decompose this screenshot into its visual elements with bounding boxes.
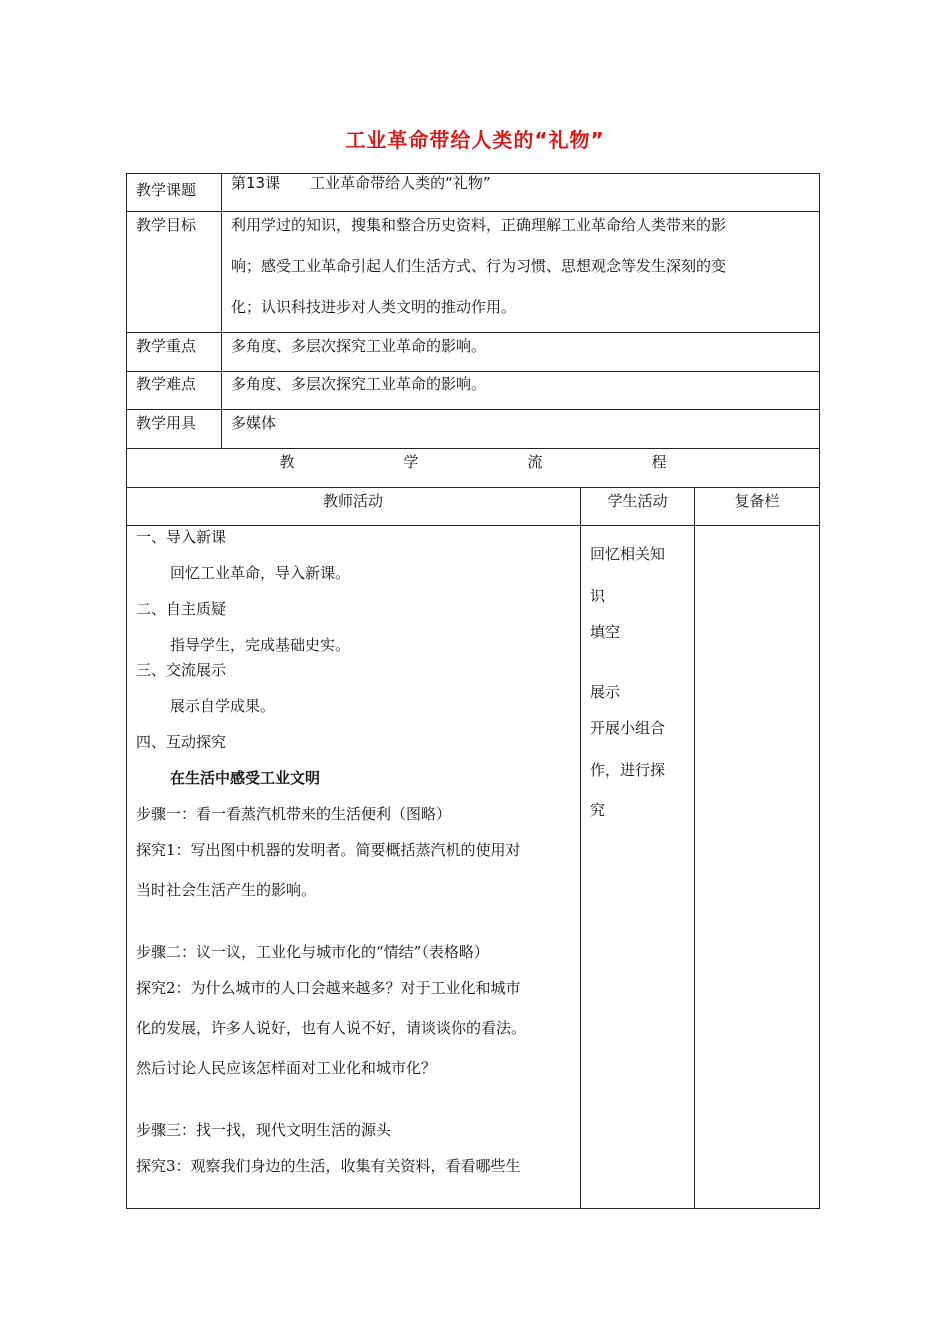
topic-label: 教学课题 bbox=[136, 181, 197, 199]
focus-value: 多角度、多层次探究工业革命的影响。 bbox=[231, 337, 487, 355]
teacher-line: 探究1：写出图中机器的发明者。简要概括蒸汽机的使用对 bbox=[136, 841, 521, 859]
student-line: 回忆相关知 bbox=[590, 545, 666, 563]
student-line: 作，进行探 bbox=[590, 761, 666, 779]
teacher-line: 三、交流展示 bbox=[136, 661, 227, 679]
teaching-flow-heading bbox=[126, 442, 820, 483]
teacher-line: 探究2：为什么城市的人口会越来越多？对于工业化和城市 bbox=[136, 979, 521, 997]
topic-value: 第13课 工业革命带给人类的“礼物” bbox=[231, 174, 491, 192]
teacher-line: 回忆工业革命，导入新课。 bbox=[170, 564, 351, 582]
goal-label: 教学目标 bbox=[136, 216, 197, 234]
teacher-line: 步骤一：看一看蒸汽机带来的生活便利（图略） bbox=[136, 805, 452, 823]
flow-char: 教 bbox=[279, 453, 295, 471]
teacher-line: 一、导入新课 bbox=[136, 528, 227, 546]
student-line: 填空 bbox=[590, 623, 621, 641]
lesson-plan-table bbox=[126, 173, 820, 1209]
teacher-line: 步骤三：找一找，现代文明生活的源头 bbox=[136, 1121, 392, 1139]
goal-line: 利用学过的知识，搜集和整合历史资料，正确理解工业革命给人类带来的影 bbox=[231, 216, 727, 234]
student-column-divider bbox=[694, 487, 695, 1209]
student-line: 识 bbox=[590, 587, 606, 605]
goal-line: 响；感受工业革命引起人们生活方式、行为习惯、思想观念等发生深刻的变 bbox=[231, 257, 727, 275]
student-line: 展示 bbox=[590, 683, 621, 701]
table-border-right bbox=[819, 173, 820, 1209]
goal-line: 化；认识科技进步对人类文明的推动作用。 bbox=[231, 298, 517, 316]
teacher-line: 二、自主质疑 bbox=[136, 600, 227, 618]
teacher-line: 化的发展，许多人说好，也有人说不好，请谈谈你的看法。 bbox=[136, 1019, 527, 1037]
table-border-left bbox=[126, 173, 127, 1209]
teacher-activity-header: 教师活动 bbox=[322, 492, 383, 510]
teacher-column-divider bbox=[580, 487, 581, 1209]
teacher-line: 展示自学成果。 bbox=[170, 697, 276, 715]
table-border-bottom bbox=[126, 1208, 820, 1209]
student-line: 开展小组合 bbox=[590, 719, 666, 737]
teacher-line: 指导学生，完成基础史实。 bbox=[170, 636, 351, 654]
flow-char: 程 bbox=[651, 453, 667, 471]
teacher-line: 四、互动探究 bbox=[136, 733, 227, 751]
tools-value: 多媒体 bbox=[231, 414, 277, 432]
student-activity-header: 学生活动 bbox=[607, 492, 668, 510]
teacher-line: 然后讨论人民应该怎样面对工业化和城市化？ bbox=[136, 1059, 437, 1077]
student-line: 究 bbox=[590, 801, 606, 819]
difficulty-label: 教学难点 bbox=[136, 375, 197, 393]
flow-char: 学 bbox=[403, 453, 419, 471]
teacher-line: 在生活中感受工业文明 bbox=[170, 769, 321, 787]
goal-value bbox=[231, 205, 811, 328]
teacher-line: 当时社会生活产生的影响。 bbox=[136, 881, 317, 899]
flow-char: 流 bbox=[527, 453, 543, 471]
teacher-line: 探究3：观察我们身边的生活，收集有关资料，看看哪些生 bbox=[136, 1157, 521, 1175]
backup-column-header: 复备栏 bbox=[734, 492, 780, 510]
teacher-line: 步骤二：议一议，工业化与城市化的“情结”（表格略） bbox=[136, 943, 489, 961]
page-title: 工业革命带给人类的“礼物” bbox=[345, 128, 605, 152]
tools-label: 教学用具 bbox=[136, 414, 197, 432]
focus-label: 教学重点 bbox=[136, 337, 197, 355]
difficulty-value: 多角度、多层次探究工业革命的影响。 bbox=[231, 375, 487, 393]
